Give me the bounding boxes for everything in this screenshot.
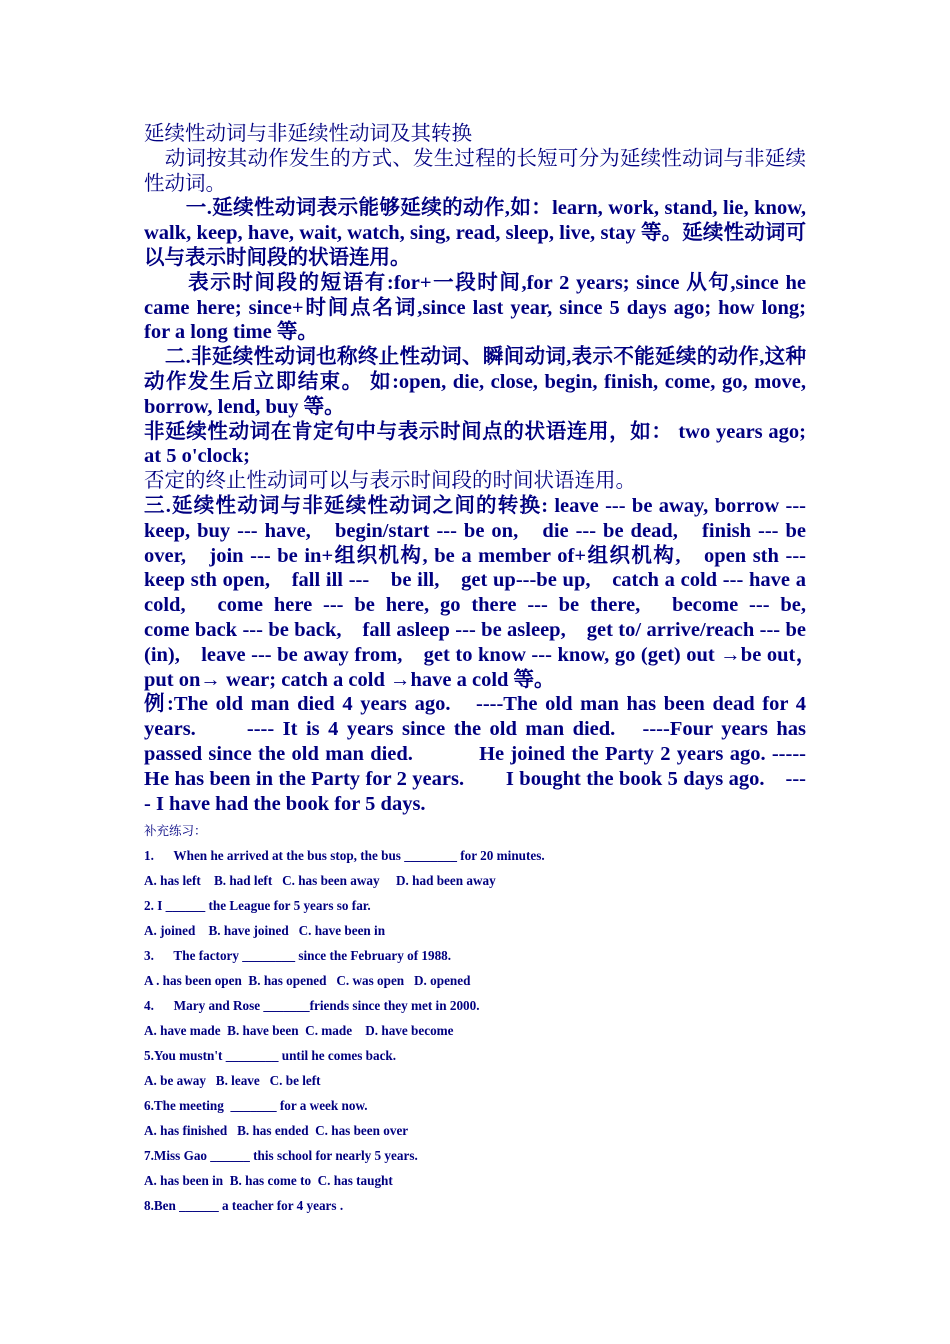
document-title: 延续性动词与非延续性动词及其转换 bbox=[144, 123, 472, 145]
exercise-line: 3. The factory ________ since the February of 1988. bbox=[144, 948, 452, 964]
exercise-line: 5.You mustn't ________ until he comes back. bbox=[144, 1048, 397, 1064]
exercise-line: 1. When he arrived at the bus stop, the bus ________ for 20 minutes. bbox=[144, 848, 545, 864]
exercise-line: A . has been open B. has opened C. was open D. opened bbox=[144, 973, 471, 989]
exercise-line: A. be away B. leave C. be left bbox=[144, 1073, 321, 1089]
exercise-line: 7.Miss Gao ______ this school for nearly 5 years. bbox=[144, 1148, 418, 1164]
exercise-line: A. have made B. have been C. made D. have become bbox=[144, 1023, 454, 1039]
exercise-line: 4. Mary and Rose _______friends since they met in 2000. bbox=[144, 998, 480, 1014]
paragraph-non-durative: 二.非延续性动词也称终止性动词、瞬间动词,表示不能延续的动作,这种动作发生后立即结束。 如:open, die, close, begin, finish, come, go, move, borrow, lend, buy 等。 bbox=[144, 346, 806, 418]
paragraph-examples: 例:The old man died 4 years ago. ----The old man has been dead for 4 years. ---- It is 4 years since the old man died. ----Four years has passed since the old man died. He joined the Party 2 years ago. -----He has been in the Party for 2 years. I bought the book 5 days ago. ---- I have had the book for 5 days. bbox=[144, 693, 806, 815]
document-page bbox=[144, 122, 847, 1218]
main-text bbox=[144, 122, 847, 816]
intro-paragraph: 动词按其动作发生的方式、发生过程的长短可分为延续性动词与非延续性动词。 bbox=[144, 147, 806, 195]
exercise-line: 2. I ______ the League for 5 years so far. bbox=[144, 898, 371, 914]
exercise-line: A. has left B. had left C. has been away D. had been away bbox=[144, 873, 496, 889]
paragraph-conversion: 三.延续性动词与非延续性动词之间的转换: leave --- be away, borrow --- keep, buy --- have, begin/start --- be on, die --- be dead, finish --- be over, join --- be in+组织机构, be a member of+组织机构, open sth --- keep sth open, fall ill --- be ill, get up---be up, catch a cold --- have a cold, come here --- be here, go there --- be there, become --- be, come back --- be back, fall asleep --- be asleep, get to/ arrive/reach --- be (in), leave --- be away from, get to know --- know, go (get) out →be out， put on→ wear; catch a cold →have a cold 等。 bbox=[144, 494, 847, 691]
exercise-line: A. has finished B. has ended C. has been over bbox=[144, 1123, 409, 1139]
exercise-line: A. joined B. have joined C. have been in bbox=[144, 923, 386, 939]
exercise-line: A. has been in B. has come to C. has taught bbox=[144, 1173, 393, 1189]
exercise-heading: 补充练习： bbox=[144, 823, 207, 839]
paragraph-negative-usage: 否定的终止性动词可以与表示时间段的时间状语连用。 bbox=[144, 470, 636, 493]
paragraph-durative: 一.延续性动词表示能够延续的动作,如：learn, work, stand, lie, know, walk, keep, have, wait, watch, sing, read, sleep, live, stay 等。延续性动词可以与表示时间段的状语连用。 bbox=[144, 197, 806, 269]
exercise-line: 8.Ben ______ a teacher for 4 years . bbox=[144, 1198, 344, 1214]
paragraph-time-phrases: 表示时间段的短语有:for+一段时间,for 2 years; since 从句,since he came here; since+时间点名词,since last year, since 5 days ago; how long; for a long time 等。 bbox=[144, 271, 806, 344]
exercise-section bbox=[144, 818, 806, 1218]
paragraph-affirmative-usage: 非延续性动词在肯定句中与表示时间点的状语连用，如： two years ago; at 5 o'clock; bbox=[144, 420, 806, 468]
exercise-line: 6.The meeting _______ for a week now. bbox=[144, 1098, 368, 1114]
